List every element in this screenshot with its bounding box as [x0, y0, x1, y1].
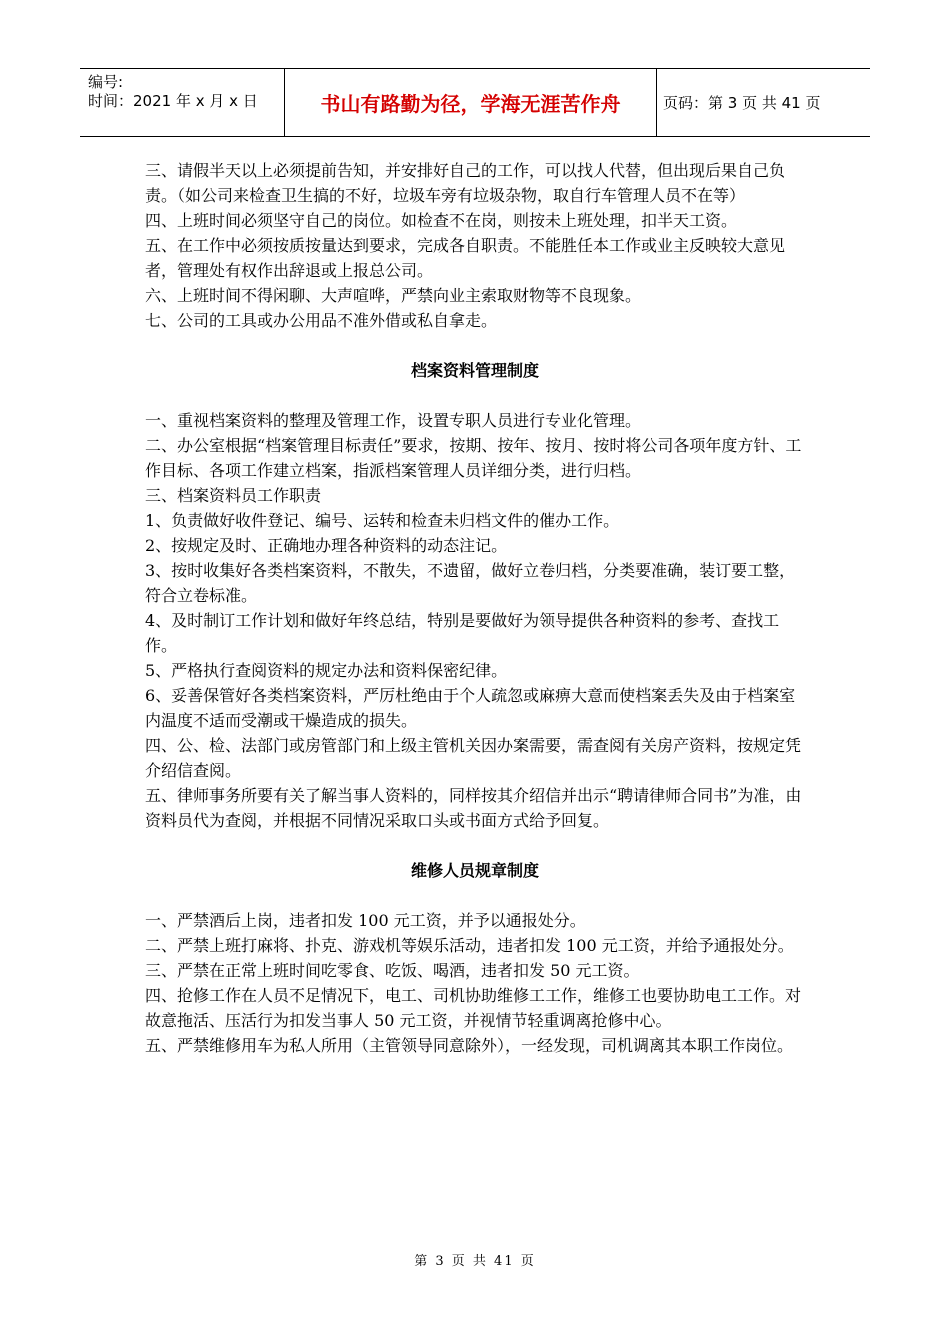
paragraph: 二、严禁上班打麻将、扑克、游戏机等娱乐活动，违者扣发 100 元工资，并给予通报处分。 — [145, 936, 794, 955]
paragraph: 6、妥善保管好各类档案资料，严厉杜绝由于个人疏忽或麻痹大意而使档案丢失及由于档案室内温度不适而受潮或干燥造成的损失。 — [145, 686, 796, 730]
paragraph: 六、上班时间不得闲聊、大声喧哗，严禁向业主索取财物等不良现象。 — [145, 286, 642, 305]
paragraph: 5、严格执行查阅资料的规定办法和资料保密纪律。 — [145, 661, 508, 680]
paragraph: 五、律师事务所要有关了解当事人资料的，同样按其介绍信并出示“聘请律师合同书”为准，由资料员代为查阅，并根据不同情况采取口头或书面方式给予回复。 — [145, 786, 802, 830]
paragraph: 一、严禁酒后上岗，违者扣发 100 元工资，并予以通报处分。 — [145, 911, 586, 930]
paragraph: 1、负责做好收件登记、编号、运转和检查未归档文件的催办工作。 — [145, 511, 620, 530]
paragraph: 二、办公室根据“档案管理目标责任”要求，按期、按年、按月、按时将公司各项年度方针、工作目标、各项工作建立档案，指派档案管理人员详细分类，进行归档。 — [145, 436, 802, 480]
document-number-label: 编号: — [88, 73, 124, 91]
header-left-cell — [80, 69, 284, 136]
header-motto: 书山有路勤为径，学海无涯苦作舟 — [284, 69, 657, 136]
paragraph: 3、按时收集好各类档案资料，不散失，不遗留，做好立卷归档，分类要准确，装订要工整，符合立卷标准。 — [145, 561, 796, 605]
header-page-info: 页码：第 3 页 共 41 页 — [663, 94, 821, 112]
paragraph: 五、严禁维修用车为私人所用（主管领导同意除外），一经发现，司机调离其本职工作岗位。 — [145, 1036, 794, 1055]
section-title-archives: 档案资料管理制度 — [410, 361, 539, 380]
section-title-maintenance: 维修人员规章制度 — [410, 861, 539, 880]
paragraph: 三、请假半天以上必须提前告知，并安排好自己的工作，可以找人代替，但出现后果自己负责。（如公司来检查卫生搞的不好，垃圾车旁有垃圾杂物，取自行车管理人员不在等） — [145, 161, 786, 205]
paragraph: 4、及时制订工作计划和做好年终总结，特别是要做好为领导提供各种资料的参考、查找工作。 — [145, 611, 780, 655]
page-footer: 第 3 页 共 41 页 — [414, 1254, 536, 1269]
section-maintenance — [145, 908, 805, 1058]
paragraph: 四、上班时间必须坚守自己的岗位。如检查不在岗，则按未上班处理，扣半天工资。 — [145, 211, 738, 230]
document-body — [145, 158, 805, 1058]
paragraph: 四、公、检、法部门或房管部门和上级主管机关因办案需要，需查阅有关房产资料，按规定凭介绍信查阅。 — [145, 736, 802, 780]
paragraph: 一、重视档案资料的整理及管理工作，设置专职人员进行专业化管理。 — [145, 411, 642, 430]
paragraph: 三、严禁在正常上班时间吃零食、吃饭、喝酒，违者扣发 50 元工资。 — [145, 961, 640, 980]
paragraph: 2、按规定及时、正确地办理各种资料的动态注记。 — [145, 536, 508, 555]
paragraph: 四、抢修工作在人员不足情况下，电工、司机协助维修工工作，维修工也要协助电工工作。对故意拖活、压活行为扣发当事人 50 元工资，并视情节轻重调离抢修中心。 — [145, 986, 802, 1030]
section-archives — [145, 408, 805, 833]
paragraph: 三、档案资料员工作职责 — [145, 486, 322, 505]
section-attendance-rules — [145, 158, 805, 333]
paragraph: 七、公司的工具或办公用品不准外借或私自拿走。 — [145, 311, 498, 330]
document-date: 时间：2021 年 x 月 x 日 — [88, 92, 258, 110]
page-header — [80, 68, 870, 137]
paragraph: 五、在工作中必须按质按量达到要求，完成各自职责。不能胜任本工作或业主反映较大意见者，管理处有权作出辞退或上报总公司。 — [145, 236, 786, 280]
